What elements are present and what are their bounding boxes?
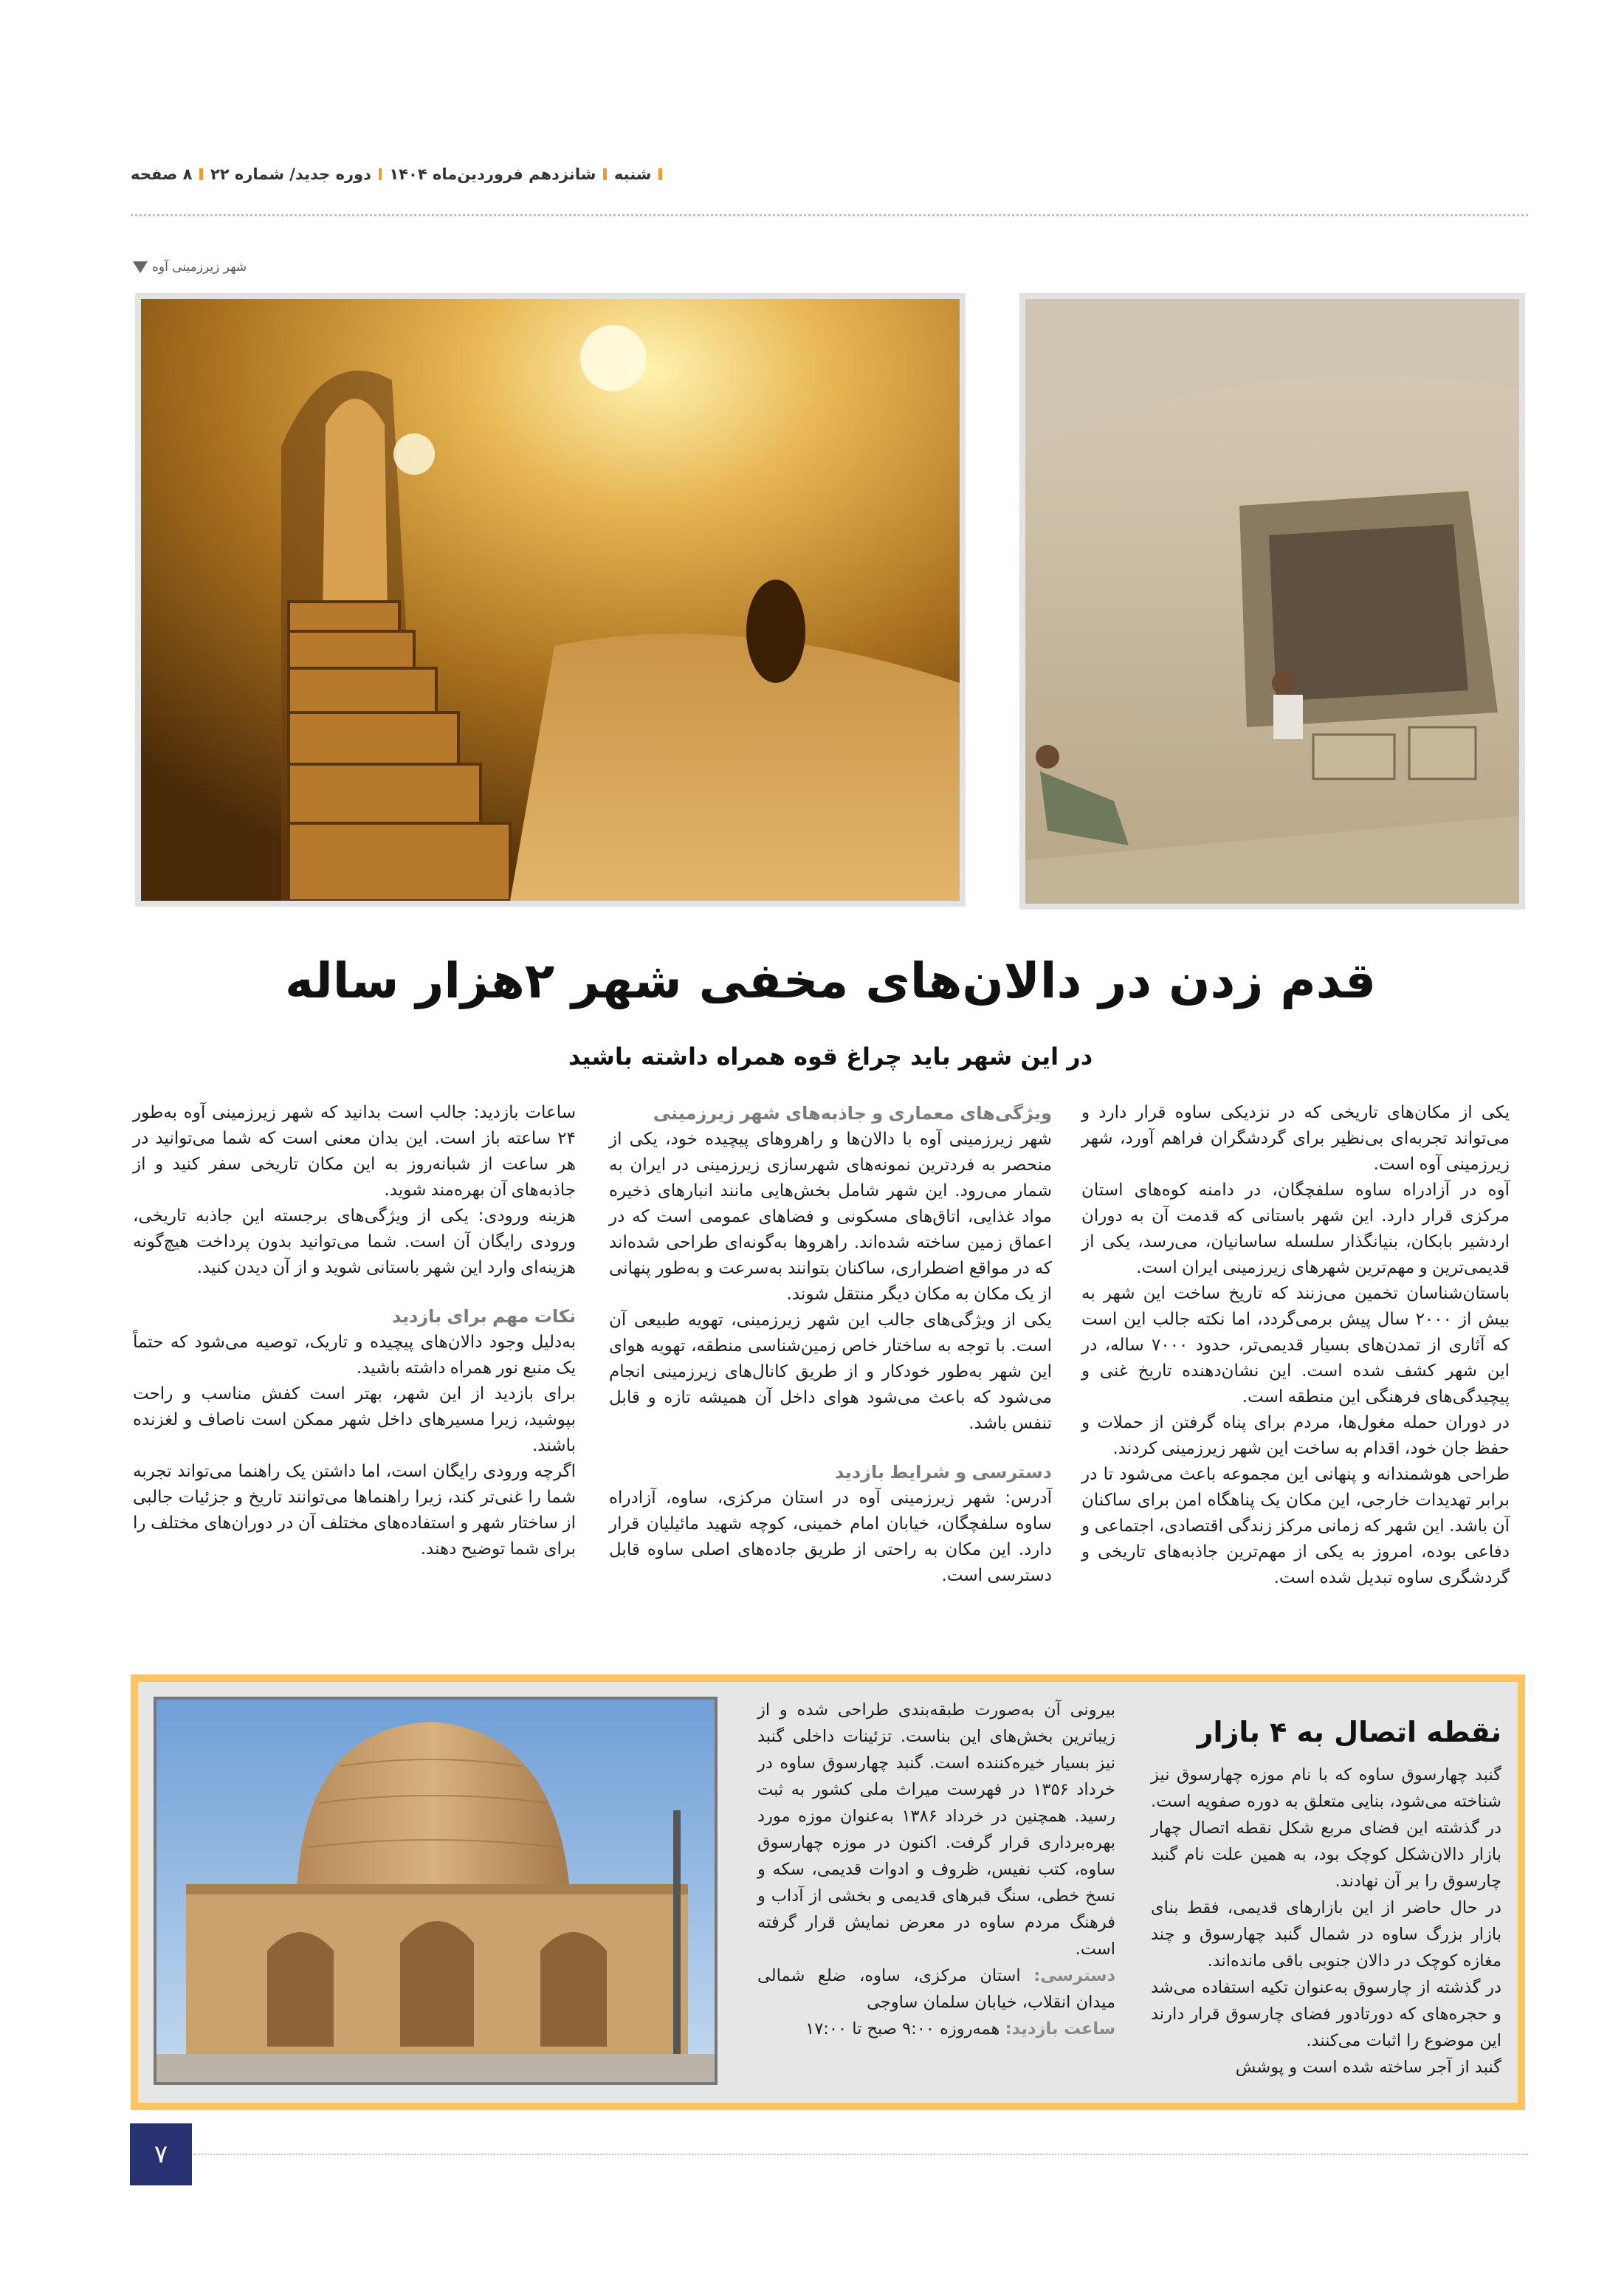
section-heading: ویژگی‌های معماری و جاذبه‌های شهر زیرزمینی <box>653 1103 1052 1124</box>
paragraph: آوه در آزادراه ساوه سلفچگان، در دامنه کوه‌های استان مرکزی قرار دارد. این شهر باستانی که قدمت آن به دوران اردشیر بابکان، بنیانگذار سلسله ساسانیان، می‌رسد، یکی از قدیمی‌ترین و مهم‌ترین شهرهای زیرزمینی ایران است. <box>1081 1181 1510 1277</box>
header-date: شانزدهم فروردین‌ماه ۱۴۰۴ <box>389 165 596 183</box>
paragraph: در گذشته از چارسوق به‌عنوان تکیه استفاده می‌شد و حجره‌های که دورتادور فضای چارسوق قرار دارند این موضوع را اثبات می‌کنند. <box>1151 1978 1501 2050</box>
bullet-icon <box>199 168 203 180</box>
paragraph: باستان‌شناسان تخمین می‌زنند که تاریخ ساخت این شهر به بیش از ۲۰۰۰ سال پیش برمی‌گردد، اما نکته جالب این است که آثاری از تمدن‌های بسیار قدیمی‌تر، حدود ۷۰۰۰ ساله، در این شهر کشف شده است. این نشان‌دهنده تاریخ غنی و پیچیدگی‌های فرهنگی این منطقه است. <box>1081 1284 1510 1406</box>
paragraph: یکی از مکان‌های تاریخی که در نزدیکی ساوه قرار دارد و می‌تواند تجربه‌ای بی‌نظیر برای گردشگران فراهم آورد، شهر زیرزمینی آوه است. <box>1081 1103 1510 1174</box>
access-value: استان مرکزی، ساوه، ضلع شمالی میدان انقلاب، خیابان سلمان ساوجی <box>757 1966 1115 2012</box>
paragraph: گنبد چهارسوق ساوه که با نام موزه چهارسوق نیز شناخته می‌شود، بنایی متعلق به دوره صفویه است. در گذشته این فضای مربع شکل نقطه اتصال چهار بازار دالان‌شکل کوچک بود، به همین علت نام گنبد چارسوق را بر آن نهادند. <box>1151 1765 1501 1891</box>
paragraph: آدرس: شهر زیرزمینی آوه در استان مرکزی، ساوه، آزادراه ساوه سلفچگان، خیابان امام خمینی، کوچه شهید مائیلیان قرار دارد. این مکان به راحتی از طریق جاده‌های اصلی ساوه قابل دسترسی است. <box>609 1488 1052 1585</box>
hours-value: همه‌روزه ۹:۰۰ صبح تا ۱۷:۰۰ <box>805 2019 1005 2038</box>
sidebox <box>131 1674 1525 2110</box>
paragraph: بیرونی آن به‌صورت طبقه‌بندی طراحی شده و از زیباترین بخش‌های این بناست. تزئینات داخلی گنبد نیز بسیار خیره‌کننده است. گنبد چهارسوق ساوه در خرداد ۱۳۵۶ در فهرست میراث ملی کشور به ثبت رسید. همچنین در خرداد ۱۳۸۶ به‌عنوان موزه مورد بهره‌برداری قرار گرفت. اکنون در موزه چهارسوق ساوه، کتب نفیس، ظروف و ادوات قدیمی، سکه و نسخ خطی، سنگ قبرهای قدیمی و بخشی از آداب و فرهنگ مردم ساوه در معرض نمایش قرار گرفته است. <box>757 1700 1116 1959</box>
photo-caption-text: شهر زیرزمینی آوه <box>152 260 247 275</box>
header-pages: ۸ صفحه <box>131 165 193 183</box>
bullet-icon <box>379 168 382 180</box>
article-column-middle <box>609 1100 1052 1589</box>
paragraph: ساعات بازدید: جالب است بدانید که شهر زیرزمینی آوه به‌طور ۲۴ ساعته باز است. این بدان معنی است که شما می‌توانید در هر ساعت از شبانه‌روز به این مکان تاریخی سفر کنید و از جاذبه‌های آن بهره‌مند شوید. <box>133 1103 576 1200</box>
paragraph: طراحی هوشمندانه و پنهانی این مجموعه باعث می‌شود تا در برابر تهدیدات خارجی، این مکان یک پناهگاه امن برای ساکنان آن باشد. این شهر که زمانی مرکز زندگی اقتصادی، اجتماعی و دفاعی بوده، امروز به یکی از مهم‌ترین جاذبه‌های تاریخی و گردشگری ساوه تبدیل شده است. <box>1081 1465 1510 1587</box>
header-divider <box>131 214 1528 216</box>
sidebox-column-middle <box>757 1697 1115 2042</box>
article-column-left <box>133 1100 576 1562</box>
excavation-photo <box>1019 293 1525 910</box>
article-column-right <box>1081 1100 1510 1591</box>
paragraph: در حال حاضر از این بازارهای قدیمی، فقط بنای بازار بزرگ ساوه در شمال گنبد چهارسوق و چند مغازه کوچک در دالان جنوبی باقی مانده‌اند. <box>1151 1898 1501 1971</box>
access-info <box>757 1962 1115 2016</box>
tunnel-photo <box>135 293 966 907</box>
section-heading: نکات مهم برای بازدید <box>392 1306 576 1327</box>
paragraph: برای بازدید از این شهر، بهتر است کفش مناسب و راحت بپوشید، زیرا مسیرهای داخل شهر ممکن است ناصاف و لغزنده باشند. <box>133 1384 576 1455</box>
page-number: ۷ <box>130 2123 192 2185</box>
sidebox-column-right <box>1151 1710 1501 2081</box>
paragraph: به‌دلیل وجود دالان‌های پیچیده و تاریک، توصیه می‌شود که حتماً یک منبع نور همراه داشته باشید. <box>133 1333 576 1378</box>
header-day: شنبه <box>613 165 652 183</box>
header-issue: دوره جدید/ شماره ۲۲ <box>210 165 371 183</box>
paragraph: در دوران حمله مغول‌ها، مردم برای پناه گرفتن از حملات و حفظ جان خود، اقدام به ساخت این شهر زیرزمینی کردند. <box>1081 1413 1510 1458</box>
paragraph: اگرچه ورودی رایگان است، اما داشتن یک راهنما می‌تواند تجربه شما را غنی‌تر کند، زیرا راهنماها می‌توانند تاریخ و جزئیات جالبی از ساختار شهر و استفاده‌های مختلف آن در دوران‌های مختلف را برای شما توضیح دهند. <box>133 1462 576 1559</box>
sidebox-title: نقطه اتصال به ۴ بازار <box>1197 1716 1501 1748</box>
issue-header <box>131 158 662 190</box>
access-label: دسترسی: <box>1033 1966 1115 1985</box>
paragraph: یکی از ویژگی‌های جالب این شهر زیرزمینی، تهویه طبیعی آن است. با توجه به ساختار خاص زمین‌شناسی منطقه، تهویه هوای این شهر به‌طور خودکار و از طریق کانال‌های زیرزمینی انجام می‌شود که باعث می‌شود هوای داخل آن همیشه تازه و قابل تنفس باشد. <box>609 1311 1052 1433</box>
photo-caption <box>133 260 266 275</box>
paragraph: هزینه ورودی: یکی از ویژگی‌های برجسته این جاذبه تاریخی، ورودی رایگان آن است. شما می‌توانید بدون پرداخت هیچ‌گونه هزینه‌ای وارد این شهر باستانی شوید و از آن دیدن کنید. <box>133 1206 576 1277</box>
paragraph: گنبد از آجر ساخته شده است و پوشش <box>1235 2058 1501 2077</box>
bullet-icon <box>603 168 607 180</box>
section-heading: دسترسی و شرایط بازدید <box>834 1462 1052 1483</box>
footer-divider <box>193 2154 1528 2155</box>
triangle-down-icon <box>133 261 148 273</box>
bullet-icon <box>658 168 662 180</box>
article-subtitle: در این شهر باید چراغ قوه همراه داشته باشید <box>568 1042 1093 1071</box>
hours-label: ساعت بازدید: <box>1005 2019 1115 2038</box>
article-title: قدم زدن در دالان‌های مخفی شهر ۲هزار ساله <box>284 952 1377 1009</box>
hours-info <box>757 2016 1115 2042</box>
chaharsouq-dome-photo <box>154 1697 718 2085</box>
paragraph: شهر زیرزمینی آوه با دالان‌ها و راهروهای پیچیده خود، یکی از منحصر به فردترین نمونه‌های شهرسازی زیرزمینی در ایران به شمار می‌رود. این شهر شامل بخش‌هایی مانند انبارهای ذخیره مواد غذایی، اتاق‌های مسکونی و فضاهای عمومی است که در اعماق زمین ساخته شده‌اند. راهروها به‌گونه‌ای طراحی شده‌اند که در مواقع اضطراری، ساکنان بتوانند به‌سرعت و به‌طور پنهانی از یک مکان به مکان دیگر منتقل شوند. <box>609 1130 1052 1304</box>
